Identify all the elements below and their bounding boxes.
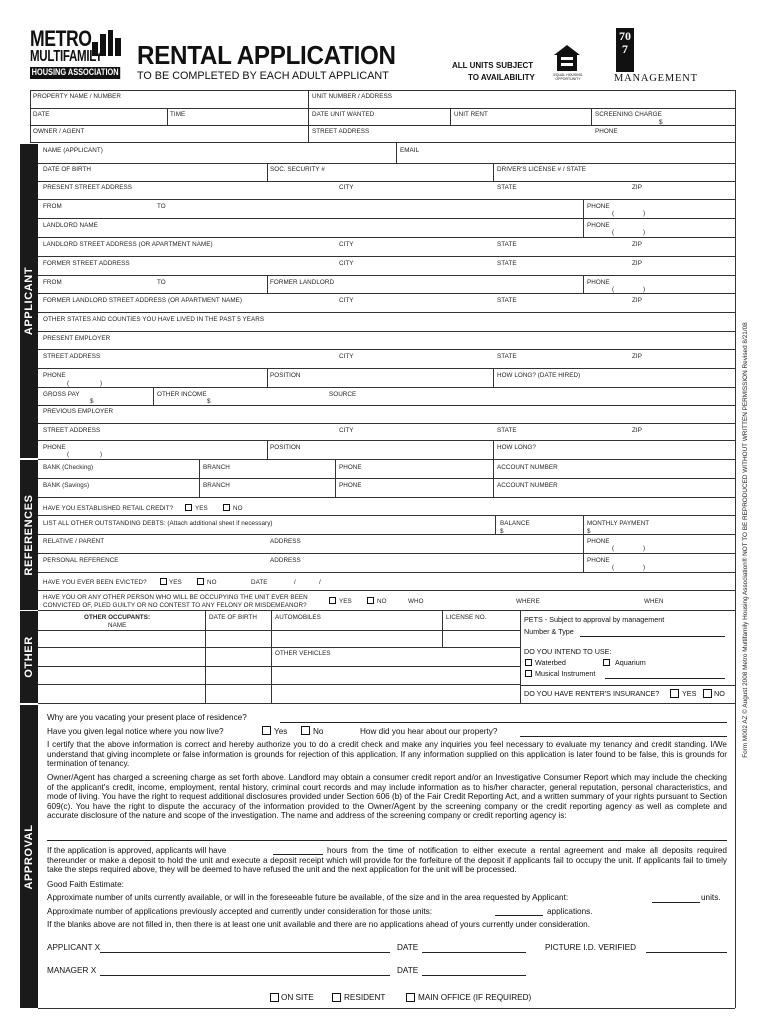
grid-line: [38, 647, 520, 648]
grid-line: [38, 181, 735, 182]
label-unit-address: UNIT NUMBER / ADDRESS: [312, 93, 393, 100]
label-present-street: PRESENT STREET ADDRESS: [43, 184, 133, 191]
applicant-signature-line[interactable]: [100, 952, 390, 953]
grid-line: [38, 572, 735, 573]
label-checking-account: ACCOUNT NUMBER: [497, 464, 558, 471]
label-vacating: Why are you vacating your present place of residence?: [47, 713, 247, 722]
grid-line: [38, 349, 735, 350]
label-bank-savings: BANK (Savings): [43, 482, 90, 489]
manager-x: X: [90, 966, 97, 975]
grid-line: [493, 459, 494, 497]
label-savings-branch: BRANCH: [203, 482, 230, 489]
grid-line: [38, 534, 735, 535]
label-date-unit-wanted: DATE UNIT WANTED: [312, 111, 375, 118]
musical-instrument-checkbox[interactable]: [525, 670, 532, 677]
label-former-zip: ZIP: [632, 260, 642, 267]
label-legal-notice: Have you given legal notice where you now live?: [47, 727, 224, 736]
label-intend: DO YOU INTEND TO USE:: [524, 647, 612, 656]
label-landlord-city: CITY: [339, 241, 354, 248]
grid-line: [495, 515, 496, 534]
label-evicted-date: DATE: [251, 579, 268, 586]
label-gross-pay: GROSS PAY: [43, 391, 80, 398]
grid-line: [520, 685, 735, 686]
label-relative-phone: PHONE: [587, 538, 610, 545]
label-monthly-payment: MONTHLY PAYMENT: [587, 520, 650, 527]
label-where: WHERE: [516, 598, 540, 605]
label-musical: Musical Instrument: [535, 669, 596, 678]
section-label-other: OTHER: [23, 636, 35, 678]
grid-line: [38, 293, 735, 294]
label-on-site: ON SITE: [281, 993, 314, 1002]
evicted-yes-checkbox[interactable]: [160, 578, 167, 585]
label-savings-account: ACCOUNT NUMBER: [497, 482, 558, 489]
label-prev-street: STREET ADDRESS: [43, 427, 101, 434]
label-approx-units: Approximate number of units currently available, or will in the foreseeable future be available, of the size and in the area requested by Applicant:: [47, 893, 569, 902]
label-occupant-dob: DATE OF BIRTH: [209, 614, 257, 621]
label-income-source: SOURCE: [329, 391, 357, 398]
grid-line: [38, 331, 735, 332]
applicant-x: X: [94, 943, 101, 952]
renters-no-checkbox[interactable]: [703, 689, 712, 698]
label-to: TO: [157, 203, 166, 210]
label-convicted-1: HAVE YOU OR ANY OTHER PERSON WHO WILL BE OCCUPYING THE UNIT EVER BEEN: [43, 594, 308, 601]
grid-line: [38, 199, 735, 200]
label-retail-no: NO: [233, 505, 243, 512]
mgmt-number: 707: [619, 29, 631, 56]
grid-line: [38, 459, 735, 460]
label-blank-note: If the blanks above are not filled in, then there is at least one unit available and there are no applications ahead of yours currently under consideration.: [47, 920, 590, 929]
label-dob: DATE OF BIRTH: [43, 166, 91, 173]
label-renters-no: NO: [714, 689, 725, 698]
label-applicant-name: NAME (APPLICANT): [43, 147, 103, 154]
grid-line: [38, 590, 735, 591]
date-slash-1: /: [294, 579, 296, 586]
mgmt-text: MANAGEMENT: [614, 73, 698, 84]
label-reference-address: ADDRESS: [270, 557, 301, 564]
label-landlord-zip: ZIP: [632, 241, 642, 248]
label-prev-phone: PHONE: [43, 444, 66, 451]
grid-line: [493, 440, 494, 459]
grid-line: [38, 423, 735, 424]
grid-line: [38, 163, 735, 164]
label-monthly-dollar: $: [587, 528, 591, 535]
label-former-landlord-zip: ZIP: [632, 297, 642, 304]
grid-line: [267, 440, 268, 459]
label-former-landlord: FORMER LANDLORD: [270, 279, 335, 286]
label-checking-phone: PHONE: [339, 464, 362, 471]
section-bar-applicant: [20, 144, 38, 458]
main-office-checkbox[interactable]: [406, 993, 415, 1002]
label-who: WHO: [408, 598, 424, 605]
grid-line: [271, 610, 272, 703]
paren-close: ): [100, 451, 103, 458]
label-convicted-2: CONVICTED OF, PLED GUILTY OR NO CONTEST TO ANY FELONY OR MISDEMEANOR?: [43, 602, 307, 609]
label-former-landlord-city: CITY: [339, 297, 354, 304]
grid-line: [335, 459, 336, 497]
manager-date-line[interactable]: [422, 975, 526, 976]
paren-open: (: [612, 286, 615, 293]
label-renters-yes: YES: [682, 689, 697, 698]
page-subtitle: TO BE COMPLETED BY EACH ADULT APPLICANT: [137, 70, 389, 82]
grid-line: [167, 108, 168, 125]
label-other-dollar: $: [207, 398, 211, 405]
grid-line: [493, 368, 494, 387]
label-applicant-sign: [47, 943, 100, 953]
label-present-city: CITY: [339, 184, 354, 191]
paren-close: ): [643, 210, 646, 217]
units-line[interactable]: [652, 902, 700, 903]
label-prev-how-long: HOW LONG?: [497, 444, 536, 451]
label-savings-phone: PHONE: [339, 482, 362, 489]
grid-line: [267, 275, 268, 293]
label-reference-phone: PHONE: [587, 557, 610, 564]
label-outstanding-debts: LIST ALL OTHER OUTSTANDING DEBTS: (Attach additional sheet if necessary): [43, 520, 273, 527]
label-employer-zip: ZIP: [632, 353, 642, 360]
grid-line: [38, 440, 735, 441]
paren-open: (: [612, 210, 615, 217]
label-retail-yes: YES: [195, 505, 208, 512]
label-date: DATE: [33, 111, 50, 118]
label-landlord-state: STATE: [497, 241, 517, 248]
grid-line: [591, 108, 592, 125]
screening-paragraph: Owner/Agent has charged a screening charge as set forth above. Landlord may obtain a consumer credit report and/or an Investigative Consumer Report which may include the checking of the applicant's credit, income, employment, rental history, criminal court records and may include information as to his/her character, general reputation, personal characteristics, and mode of living. You have the right to request additional disclosures provided under Section 606 (b) of the Fair Credit Reporting Act, and a written summary of your rights pursuant to Section 609(c). You have the right to dispute the accuracy of the information provided to the Owner/Agent by the screening company or the credit reporting agency as well as complete and accurate disclosure of the nature and scope of the investigation. The name and address of the screening company or credit reporting agency is:: [47, 773, 727, 821]
approved-paragraph: [47, 846, 727, 875]
label-personal-reference: PERSONAL REFERENCE: [43, 557, 119, 564]
label-screening-dollar: $: [659, 119, 663, 126]
label-aquarium: Aquarium: [615, 658, 646, 667]
applicant-date-line[interactable]: [422, 952, 526, 953]
grid-line: [30, 125, 735, 126]
resident-checkbox[interactable]: [332, 993, 341, 1002]
label-former-from: FROM: [43, 279, 62, 286]
grid-line: [38, 1008, 735, 1009]
paren-close: ): [643, 545, 646, 552]
label-property-name: PROPERTY NAME / NUMBER: [33, 93, 121, 100]
grid-line: [38, 275, 735, 276]
label-when: WHEN: [644, 598, 664, 605]
grid-line: [583, 275, 584, 293]
grid-line: [38, 666, 520, 667]
grid-line: [267, 368, 268, 387]
label-prev-zip: ZIP: [632, 427, 642, 434]
grid-line: [735, 90, 736, 1008]
label-employer-city: CITY: [339, 353, 354, 360]
label-other-income: OTHER INCOME: [157, 391, 207, 398]
label-previous-employer: PREVIOUS EMPLOYER: [43, 408, 114, 415]
label-evicted-no: NO: [207, 579, 217, 586]
aquarium-checkbox[interactable]: [603, 659, 610, 666]
label-resident: RESIDENT: [344, 993, 386, 1002]
label-relative: RELATIVE / PARENT: [43, 538, 105, 545]
label-applications: applications.: [547, 907, 593, 916]
management-logo: [612, 28, 730, 88]
label-picture-id: PICTURE I.D. VERIFIED: [545, 943, 636, 952]
logo: [30, 28, 126, 84]
grid-line: [38, 630, 520, 631]
grid-line: [38, 610, 735, 611]
grid-line: [38, 218, 735, 219]
label-owner-street: STREET ADDRESS: [312, 128, 370, 135]
label-balance: BALANCE: [500, 520, 530, 527]
label-present-employer: PRESENT EMPLOYER: [43, 335, 111, 342]
convicted-yes-checkbox[interactable]: [329, 597, 336, 604]
label-former-to: TO: [157, 279, 166, 286]
label-owner-agent: OWNER / AGENT: [33, 128, 85, 135]
page-title: RENTAL APPLICATION: [137, 40, 396, 70]
section-label-references: REFERENCES: [23, 494, 35, 576]
label-bank-checking: BANK (Checking): [43, 464, 94, 471]
label-email: EMAIL: [400, 147, 420, 154]
label-landlord-name: LANDLORD NAME: [43, 222, 98, 229]
grid-line: [38, 478, 735, 479]
logo-line-1: METRO: [30, 26, 92, 51]
on-site-checkbox[interactable]: [270, 993, 279, 1002]
grid-line: [38, 237, 735, 238]
label-other-states: OTHER STATES AND COUNTIES YOU HAVE LIVED IN THE PAST 5 YEARS: [43, 316, 265, 323]
legal-notice-yes-checkbox[interactable]: [262, 726, 271, 735]
applicant-label: APPLICANT: [47, 943, 93, 952]
label-evicted: HAVE YOU EVER BEEN EVICTED?: [43, 579, 147, 586]
label-pets-2: Number & Type: [524, 627, 574, 636]
grid-line: [308, 125, 309, 142]
paren-close: ): [643, 564, 646, 571]
label-units: units.: [701, 893, 721, 902]
retail-credit-no-checkbox[interactable]: [223, 504, 230, 511]
grid-line: [38, 515, 735, 516]
grid-line: [205, 610, 206, 703]
grid-line: [153, 387, 154, 405]
label-prev-city: CITY: [339, 427, 354, 434]
label-legal-no: No: [313, 727, 324, 736]
paren-close: ): [100, 380, 103, 387]
paren-close: ): [643, 286, 646, 293]
paren-open: (: [612, 545, 615, 552]
manager-label: MANAGER: [47, 966, 89, 975]
units-subject: ALL UNITS SUBJECT: [452, 61, 534, 70]
label-renters-insurance: DO YOU HAVE RENTER'S INSURANCE?: [524, 689, 660, 698]
section-bar-references: [20, 460, 38, 610]
units-availability: TO AVAILABILITY: [468, 73, 535, 82]
label-license-no: LICENSE NO.: [446, 614, 487, 621]
grid-line: [30, 142, 735, 143]
grid-line: [38, 312, 735, 313]
equal-housing-logo: [552, 44, 582, 84]
grid-line: [267, 163, 268, 181]
section-bar-other: [20, 611, 38, 703]
label-automobiles: AUTOMOBILES: [275, 614, 321, 621]
label-former-landlord-street: FORMER LANDLORD STREET ADDRESS (OR APARTMENT NAME): [43, 297, 243, 304]
label-former-landlord-state: STATE: [497, 297, 517, 304]
label-other-occupants: OTHER OCCUPANTS:: [84, 614, 151, 621]
date-slash-2: /: [319, 579, 321, 586]
label-convicted-yes: YES: [339, 598, 352, 605]
renters-yes-checkbox[interactable]: [670, 689, 679, 698]
grid-line: [583, 199, 584, 237]
label-from: FROM: [43, 203, 62, 210]
label-employer-state: STATE: [497, 353, 517, 360]
eho-text: EQUAL HOUSING OPPORTUNITY: [553, 73, 583, 81]
paren-open: (: [67, 451, 70, 458]
label-applicant-date: DATE: [397, 943, 419, 952]
label-approx-apps: Approximate number of applications previously accepted and currently under consideration for those units:: [47, 907, 433, 916]
label-employer-phone: PHONE: [43, 372, 66, 379]
label-manager-sign: [47, 966, 96, 976]
label-manager-date: DATE: [397, 966, 419, 975]
vacating-line[interactable]: [280, 722, 727, 723]
grid-line: [38, 553, 735, 554]
retail-credit-yes-checkbox[interactable]: [185, 504, 192, 511]
grid-line: [493, 163, 494, 181]
label-position: POSITION: [270, 372, 301, 379]
grid-line: [38, 684, 520, 685]
grid-line: [520, 610, 521, 703]
label-main-office: MAIN OFFICE (IF REQUIRED): [418, 993, 532, 1002]
label-former-state: STATE: [497, 260, 517, 267]
label-drivers-license: DRIVER'S LICENSE # / STATE: [497, 166, 587, 173]
label-time: TIME: [170, 111, 186, 118]
label-former-street: FORMER STREET ADDRESS: [43, 260, 130, 267]
label-landlord-street: LANDLORD STREET ADDRESS (OR APARTMENT NAME): [43, 241, 213, 248]
grid-line: [38, 497, 735, 498]
screening-company-line[interactable]: [47, 840, 727, 841]
grid-line: [38, 405, 735, 406]
grid-line: [308, 108, 309, 125]
grid-line: [30, 90, 31, 142]
label-approved-a: If the application is approved, applicants will have: [47, 846, 227, 855]
grid-line: [38, 256, 735, 257]
label-present-zip: ZIP: [632, 184, 642, 191]
convicted-no-checkbox[interactable]: [367, 597, 374, 604]
grid-line: [30, 108, 735, 109]
label-convicted-no: NO: [377, 598, 387, 605]
label-former-city: CITY: [339, 260, 354, 267]
label-landlord-phone-2: PHONE: [587, 222, 610, 229]
grid-line: [199, 459, 200, 497]
grid-line: [442, 610, 443, 647]
label-present-state: STATE: [497, 184, 517, 191]
label-former-landlord-phone: PHONE: [587, 279, 610, 286]
grid-line: [30, 90, 735, 91]
grid-line: [38, 387, 735, 388]
label-screening-charge: SCREENING CHARGE: [595, 111, 662, 118]
grid-line: [450, 108, 451, 125]
paren-open: (: [612, 229, 615, 236]
logo-line-2: MULTIFAMILY: [30, 48, 103, 65]
applications-line[interactable]: [495, 915, 543, 916]
label-balance-dollar: $: [500, 528, 504, 535]
label-good-faith: Good Faith Estimate:: [47, 880, 124, 889]
certify-paragraph: I certify that the above information is correct and hereby authorize you to do a credit check and make any inquiries you feel necessary to evaluate my tenancy and credit standing. I/We understand that giving incomplete or false information is grounds for rejection of this application. If any information supplied on this application is later found to be false, this is grounds for termination of tenancy.: [47, 740, 727, 769]
label-ssn: SOC. SECURITY #: [270, 166, 325, 173]
grid-line: [38, 703, 735, 704]
section-label-approval: APPROVAL: [23, 823, 35, 890]
waterbed-checkbox[interactable]: [525, 659, 532, 666]
evicted-no-checkbox[interactable]: [197, 578, 204, 585]
approved-text: hours from the time of notification to either execute a rental agreement and make all deposits required thereunder or make a deposit to hold the unit and execute a deposit receipt which will provide for the forfeiture of the deposit if applicants fail to occupy the unit. If applicants fail to timely take the steps required above, they will be deemed to have refused the unit and the next application for the unit will be processed.: [47, 846, 727, 875]
paren-open: (: [67, 380, 70, 387]
grid-line: [308, 90, 309, 108]
label-evicted-yes: YES: [169, 579, 182, 586]
label-hear-about: How did you hear about our property?: [360, 727, 498, 736]
musical-line[interactable]: [605, 678, 725, 679]
label-checking-branch: BRANCH: [203, 464, 230, 471]
label-occupant-name: NAME: [108, 622, 127, 629]
section-bar-approval: [20, 705, 38, 1008]
grid-line: [38, 368, 735, 369]
paren-open: (: [612, 564, 615, 571]
paren-close: ): [643, 229, 646, 236]
label-prev-position: POSITION: [270, 444, 301, 451]
section-label-applicant: APPLICANT: [23, 266, 35, 336]
legal-notice-no-checkbox[interactable]: [301, 726, 310, 735]
label-gross-dollar: $: [90, 398, 94, 405]
logo-line-3: HOUSING ASSOCIATION: [31, 67, 119, 77]
label-prev-state: STATE: [497, 427, 517, 434]
hear-about-line[interactable]: [520, 736, 727, 737]
label-how-long-hired: HOW LONG? (DATE HIRED): [497, 372, 581, 379]
label-retail-credit: HAVE YOU ESTABLISHED RETAIL CREDIT?: [43, 505, 174, 512]
label-unit-rent: UNIT RENT: [454, 111, 488, 118]
equal-housing-icon: [552, 44, 582, 72]
pets-line[interactable]: [580, 636, 725, 637]
picture-id-line[interactable]: [646, 952, 727, 953]
label-pets-1: PETS - Subject to approval by management: [524, 615, 665, 624]
label-legal-yes: Yes: [274, 727, 288, 736]
label-other-vehicles: OTHER VEHICLES: [275, 650, 331, 657]
label-waterbed: Waterbed: [535, 658, 566, 667]
grid-line: [396, 142, 397, 163]
form-revision-note: Form M002 AZ © August 2008 Metro Multifamily Housing Association® NOT TO BE REPRODUCED WITHOUT WRITTEN PERMISSION Revised 8/21/08: [742, 322, 749, 758]
label-owner-phone: PHONE: [595, 128, 618, 135]
label-employer-street: STREET ADDRESS: [43, 353, 101, 360]
label-landlord-phone-1: PHONE: [587, 203, 610, 210]
manager-signature-line[interactable]: [100, 975, 390, 976]
grid-line: [583, 515, 584, 572]
label-relative-address: ADDRESS: [270, 538, 301, 545]
